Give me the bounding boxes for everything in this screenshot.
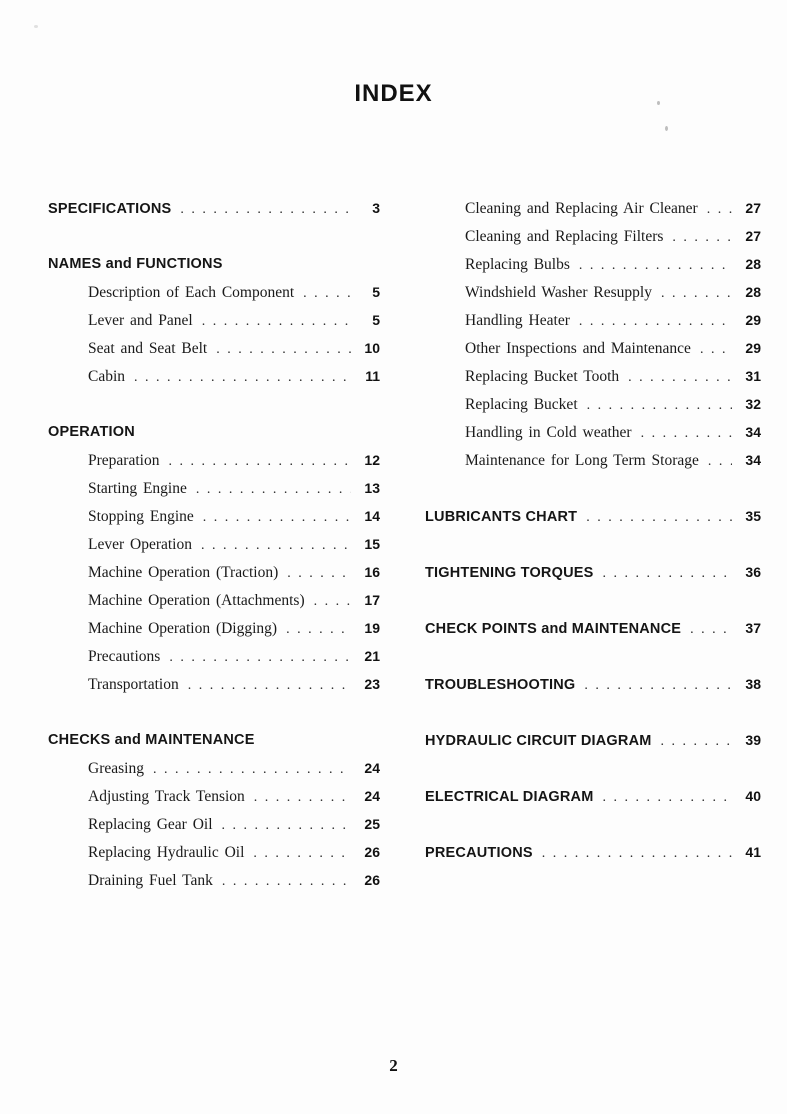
toc-entry (425, 250, 761, 278)
page-number-ref: 23 (364, 676, 380, 692)
dot-leader (254, 784, 351, 810)
toc-section-heading (48, 726, 380, 754)
dot-leader (169, 644, 351, 670)
dot-leader (286, 616, 351, 642)
page-number-ref: 41 (745, 844, 761, 860)
page-number-ref: 25 (364, 816, 380, 832)
page-number-ref: 35 (745, 508, 761, 524)
toc-entry-label: Lever Operation (88, 536, 192, 553)
page-number-ref: 39 (745, 732, 761, 748)
section-heading-label: SPECIFICATIONS (48, 201, 172, 217)
toc-entry-label: Handling Heater (465, 312, 570, 329)
toc-entry (425, 306, 761, 334)
toc-entry-label: Other Inspections and Maintenance (465, 340, 691, 357)
page-number-ref: 10 (364, 340, 380, 356)
dot-leader (303, 280, 351, 306)
page-number-ref: 36 (745, 564, 761, 580)
page-number-ref: 29 (745, 340, 761, 356)
toc-section-heading (425, 726, 761, 754)
toc-entry-label: Seat and Seat Belt (88, 340, 208, 357)
page-number-ref: 24 (364, 760, 380, 776)
dot-leader (587, 392, 732, 418)
dot-leader (586, 504, 732, 530)
toc-section (425, 670, 761, 698)
page-number-ref: 28 (745, 284, 761, 300)
toc-entry-label: Precautions (88, 648, 161, 665)
dot-leader (287, 560, 351, 586)
toc-entry (48, 474, 380, 502)
dot-leader (602, 560, 732, 586)
toc-section (48, 418, 380, 698)
left-column (48, 194, 380, 894)
toc-entry (425, 222, 761, 250)
section-heading-label: CHECKS and MAINTENANCE (48, 732, 255, 748)
toc-section-heading (425, 614, 761, 642)
toc-entry-label: Maintenance for Long Term Storage (465, 452, 699, 469)
toc-columns (48, 194, 761, 894)
toc-section-heading (425, 782, 761, 810)
toc-entry-label: Lever and Panel (88, 312, 193, 329)
toc-entry (48, 502, 380, 530)
toc-entry-label: Replacing Bulbs (465, 256, 570, 273)
dot-leader (168, 448, 351, 474)
toc-entry (48, 362, 380, 390)
toc-section (48, 250, 380, 390)
toc-section (48, 726, 380, 894)
page-number-ref: 34 (745, 452, 761, 468)
toc-entry-label: Cleaning and Replacing Filters (465, 228, 664, 245)
toc-entry (48, 334, 380, 362)
page-number-ref: 27 (745, 200, 761, 216)
page-number-ref: 27 (745, 228, 761, 244)
toc-section (425, 782, 761, 810)
scan-speck (665, 126, 668, 131)
page-number-ref: 37 (745, 620, 761, 636)
dot-leader (661, 280, 732, 306)
section-heading-label: TROUBLESHOOTING (425, 677, 576, 693)
section-heading-label: LUBRICANTS CHART (425, 509, 578, 525)
toc-entry-label: Machine Operation (Attachments) (88, 592, 305, 609)
toc-entry (48, 446, 380, 474)
page-number-ref: 21 (364, 648, 380, 664)
dot-leader (700, 336, 732, 362)
toc-section (425, 614, 761, 642)
page-number-ref: 31 (745, 368, 761, 384)
toc-entry-label: Replacing Bucket Tooth (465, 368, 620, 385)
page-number-ref: 19 (364, 620, 380, 636)
toc-section-heading (425, 558, 761, 586)
toc-entry-label: Adjusting Track Tension (88, 788, 245, 805)
toc-entry (425, 362, 761, 390)
dot-leader (201, 532, 351, 558)
dot-leader (134, 364, 351, 390)
toc-entry (48, 530, 380, 558)
toc-entry (48, 642, 380, 670)
section-heading-label: OPERATION (48, 424, 135, 440)
toc-entry-label: Handling in Cold weather (465, 424, 632, 441)
page-number-ref: 5 (372, 284, 380, 300)
right-column (425, 194, 761, 894)
toc-section (425, 502, 761, 530)
section-heading-label: HYDRAULIC CIRCUIT DIAGRAM (425, 733, 652, 749)
toc-section-heading (48, 250, 380, 278)
toc-entry-label: Cleaning and Replacing Air Cleaner (465, 200, 698, 217)
page-number-ref: 26 (364, 844, 380, 860)
section-heading-label: TIGHTENING TORQUES (425, 565, 594, 581)
toc-entry (425, 390, 761, 418)
toc-entry (48, 810, 380, 838)
dot-leader (196, 476, 351, 502)
toc-entry (48, 754, 380, 782)
page-number-ref: 24 (364, 788, 380, 804)
dot-leader (661, 728, 732, 754)
toc-section-heading (425, 838, 761, 866)
toc-section-heading (48, 418, 380, 446)
dot-leader (708, 448, 732, 474)
toc-entry (48, 614, 380, 642)
dot-leader (602, 784, 732, 810)
toc-entry (425, 446, 761, 474)
dot-leader (216, 336, 351, 362)
toc-section (425, 726, 761, 754)
page-number-ref: 32 (745, 396, 761, 412)
toc-entry (48, 782, 380, 810)
toc-section (425, 838, 761, 866)
toc-section-heading (425, 502, 761, 530)
page-number-ref: 13 (364, 480, 380, 496)
toc-entry-label: Preparation (88, 452, 160, 469)
dot-leader (579, 308, 732, 334)
page-number-ref: 40 (745, 788, 761, 804)
section-heading-label: ELECTRICAL DIAGRAM (425, 789, 594, 805)
toc-entry (48, 838, 380, 866)
toc-entry (48, 586, 380, 614)
page-number-ref: 15 (364, 536, 380, 552)
dot-leader (222, 812, 351, 838)
dot-leader (628, 364, 732, 390)
scan-speck (657, 101, 660, 105)
toc-entry-label: Description of Each Component (88, 284, 295, 301)
toc-entry (425, 334, 761, 362)
dot-leader (253, 840, 351, 866)
page-number-ref: 17 (364, 592, 380, 608)
section-heading-label: NAMES and FUNCTIONS (48, 256, 223, 272)
page-number-ref: 14 (364, 508, 380, 524)
toc-section (425, 194, 761, 474)
page-number-ref: 5 (372, 312, 380, 328)
dot-leader (542, 840, 732, 866)
dot-leader (203, 504, 351, 530)
dot-leader (314, 588, 351, 614)
page-number-ref: 11 (365, 368, 380, 384)
page-number-ref: 3 (372, 200, 380, 216)
toc-entry (48, 866, 380, 894)
toc-entry-label: Starting Engine (88, 480, 187, 497)
dot-leader (222, 868, 351, 894)
page-title: INDEX (354, 80, 433, 107)
page-number-ref: 38 (745, 676, 761, 692)
dot-leader (641, 420, 732, 446)
toc-entry-label: Draining Fuel Tank (88, 872, 213, 889)
dot-leader (690, 616, 732, 642)
dot-leader (188, 672, 351, 698)
toc-entry-label: Machine Operation (Traction) (88, 564, 279, 581)
section-heading-label: PRECAUTIONS (425, 845, 533, 861)
toc-entry-label: Greasing (88, 760, 144, 777)
toc-entry (48, 306, 380, 334)
dot-leader (579, 252, 732, 278)
dot-leader (584, 672, 732, 698)
toc-section-heading (425, 670, 761, 698)
dot-leader (672, 224, 732, 250)
toc-entry-label: Windshield Washer Resupply (465, 284, 652, 301)
toc-entry (425, 278, 761, 306)
toc-section (48, 194, 380, 222)
toc-entry (48, 558, 380, 586)
toc-entry (425, 194, 761, 222)
dot-leader (153, 756, 351, 782)
toc-entry-label: Machine Operation (Digging) (88, 620, 278, 637)
toc-entry-label: Replacing Bucket (465, 396, 578, 413)
dot-leader (202, 308, 351, 334)
toc-section (425, 558, 761, 586)
page-number-ref: 12 (364, 452, 380, 468)
toc-entry-label: Stopping Engine (88, 508, 194, 525)
toc-entry-label: Replacing Gear Oil (88, 816, 213, 833)
page-number-ref: 28 (745, 256, 761, 272)
toc-entry (48, 278, 380, 306)
section-heading-label: CHECK POINTS and MAINTENANCE (425, 621, 682, 637)
toc-entry (425, 418, 761, 446)
page-number-ref: 26 (364, 872, 380, 888)
toc-entry (48, 670, 380, 698)
dot-leader (707, 196, 732, 222)
toc-section-heading (48, 194, 380, 222)
scan-speck (34, 25, 38, 28)
page-number-ref: 34 (745, 424, 761, 440)
toc-entry-label: Transportation (88, 676, 179, 693)
dot-leader (180, 196, 351, 222)
page-number: 2 (389, 1056, 398, 1075)
toc-entry-label: Cabin (88, 368, 126, 385)
page-number-ref: 16 (364, 564, 380, 580)
toc-entry-label: Replacing Hydraulic Oil (88, 844, 245, 861)
page-number-ref: 29 (745, 312, 761, 328)
